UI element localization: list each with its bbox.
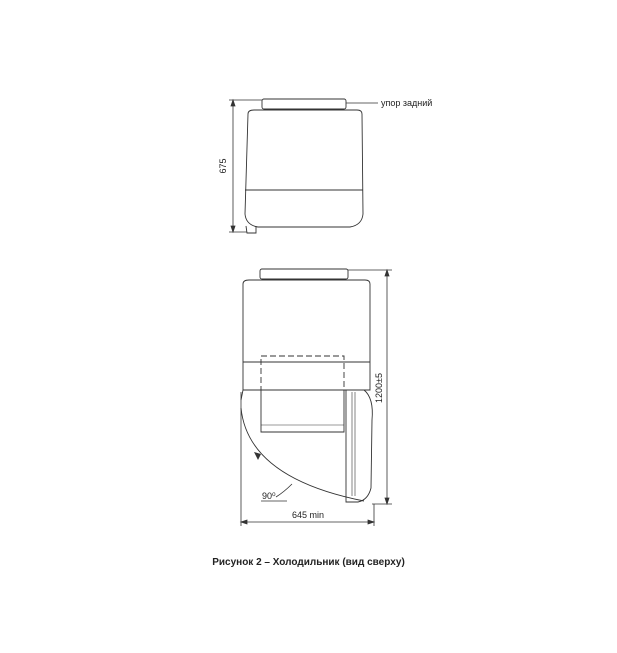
hidden-drawer — [261, 356, 344, 390]
fridge-foot — [246, 226, 256, 233]
inner-compartment — [261, 390, 344, 432]
arc-arrow-head — [254, 452, 261, 460]
fridge-open-view — [241, 269, 372, 502]
open-door — [346, 390, 372, 502]
width-dimension-label: 645 min — [291, 510, 325, 520]
depth-dimension-label: 675 — [218, 158, 228, 174]
fridge-body-open — [243, 280, 370, 390]
rear-stop-bar-open — [260, 269, 348, 279]
open-depth-label: 1200±5 — [374, 373, 384, 403]
rear-stop-label: упор задний — [381, 98, 433, 108]
rear-stop-bar — [262, 99, 346, 109]
figure-caption: Рисунок 2 – Холодильник (вид сверху) — [212, 557, 405, 568]
fridge-body-closed — [245, 110, 363, 227]
fridge-closed-view — [245, 99, 363, 233]
angle-label: 90⁰ — [262, 491, 276, 501]
